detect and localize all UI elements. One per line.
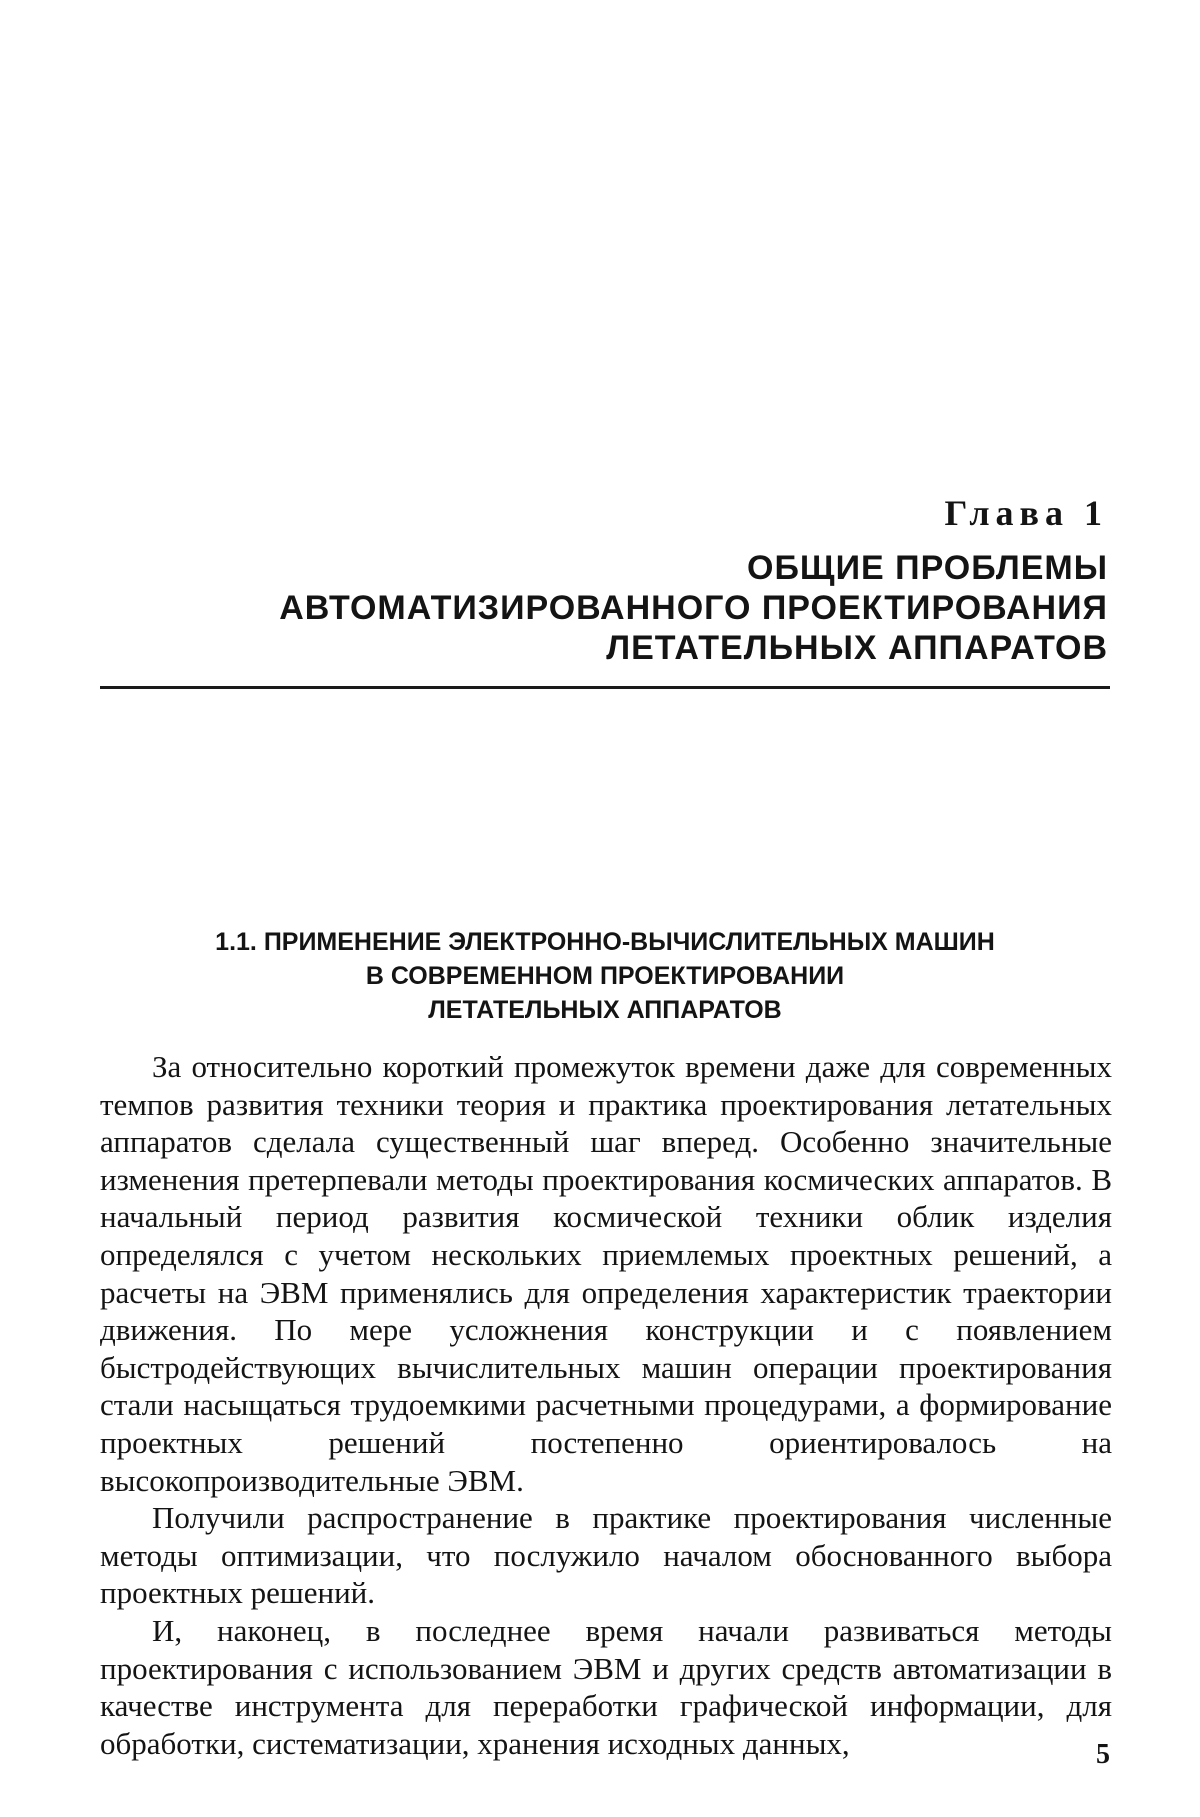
- chapter-title-line: ОБЩИЕ ПРОБЛЕМЫ: [747, 549, 1108, 587]
- chapter-label: Глава 1: [944, 493, 1108, 533]
- paragraph: Получили распространение в практике проектирования численные методы оптимизации, что послужило началом обоснованного выбора проектных решений.: [100, 1500, 1112, 1611]
- paragraph: За относительно короткий промежуток времени даже для современных темпов развития техники теория и практика проектирования летательных аппаратов сделала существенный шаг вперед. Особенно значительные изменения претерпевали методы проектирования космических аппаратов. В начальный период развития космической техники облик изделия определялся с учетом нескольких приемлемых проектных решений, а расчеты на ЭВМ применялись для определения характеристик траектории движения. По мере усложнения конструкции и с появлением быстродействующих вычислительных машин операции проектирования стали насыщаться трудоемкими расчетными процедурами, а формирование проектных решений постепенно ориентировалось на высокопроизводительные ЭВМ.: [100, 1049, 1112, 1498]
- chapter-title: [279, 548, 1108, 668]
- page-number: 5: [1096, 1739, 1110, 1770]
- section-heading-line: ЛЕТАТЕЛЬНЫХ АППАРАТОВ: [428, 996, 782, 1024]
- chapter-divider: [100, 686, 1110, 689]
- section-heading-line: 1.1. ПРИМЕНЕНИЕ ЭЛЕКТРОННО-ВЫЧИСЛИТЕЛЬНЫХ МАШИН: [215, 928, 995, 956]
- body-text: [100, 1048, 1112, 1762]
- chapter-title-line: АВТОМАТИЗИРОВАННОГО ПРОЕКТИРОВАНИЯ: [279, 589, 1108, 627]
- paragraph: И, наконец, в последнее время начали развиваться методы проектирования с использованием ЭВМ и других средств автоматизации в качестве инструмента для переработки графической информации, для обработки, систематизации, хранения исходных данных,: [100, 1612, 1112, 1761]
- section-heading: [100, 925, 1110, 1027]
- chapter-title-line: ЛЕТАТЕЛЬНЫХ АППАРАТОВ: [606, 629, 1108, 667]
- section-heading-line: В СОВРЕМЕННОМ ПРОЕКТИРОВАНИИ: [365, 962, 845, 990]
